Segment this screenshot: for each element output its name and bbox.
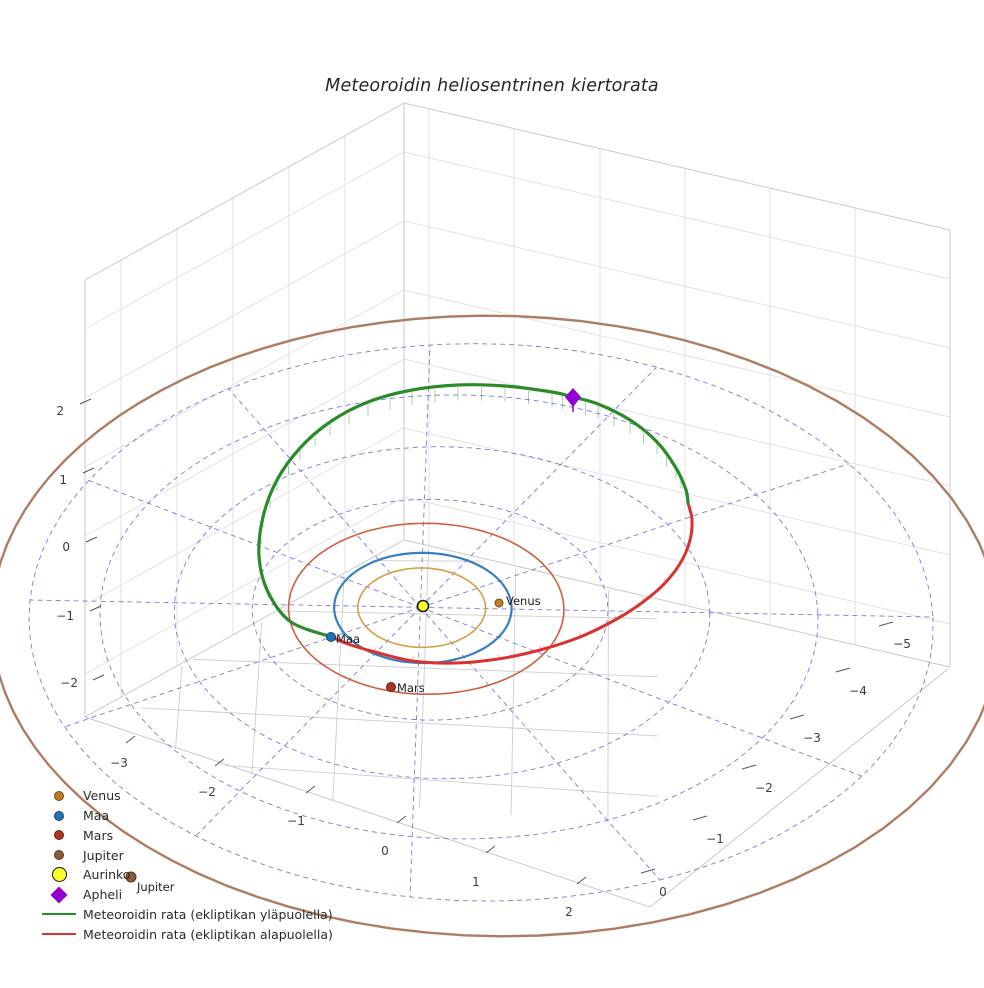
y-axis-tick-label: 0 (659, 885, 667, 899)
planet-label-maa: Maa (336, 632, 361, 646)
legend-line-icon (42, 913, 76, 915)
plot-title: Meteoroidin heliosentrinen kiertorata (325, 76, 659, 96)
planet-label-mars: Mars (397, 681, 425, 695)
floor-gridline-y (154, 560, 657, 562)
z-axis-tick-mark (90, 606, 101, 611)
x-axis-tick-mark (397, 816, 406, 823)
legend-label: Aurinko (83, 867, 131, 883)
legend-dot-icon (54, 830, 64, 840)
polar-grid-radial (30, 600, 421, 607)
legend-item (40, 865, 333, 885)
legend-dot-swatch (40, 830, 78, 840)
floor-grid (137, 480, 658, 823)
legend-dot-icon (54, 791, 64, 801)
floor-gridline-y (141, 708, 657, 736)
legend-line-icon (42, 933, 76, 935)
axes-pane-grid (85, 109, 950, 697)
legend-item (40, 885, 333, 905)
wall-gridline-z (85, 359, 950, 536)
z-axis-tick-label: 0 (62, 540, 70, 554)
x-axis-tick-label: 0 (381, 844, 389, 858)
floor-gridline-x (172, 488, 196, 788)
polar-grid-radial (421, 607, 863, 776)
x-axis-tick-label: 1 (472, 875, 480, 889)
planet-marker-maa (327, 633, 336, 642)
wall-gridline-z (85, 428, 950, 605)
legend-dot-swatch (40, 850, 78, 860)
legend-line-swatch (40, 933, 78, 935)
planet-label-jupiter: Jupiter (137, 880, 175, 894)
legend-dot-icon (54, 850, 64, 860)
y-axis-tick-mark (790, 715, 804, 719)
legend-dot-icon (54, 811, 64, 821)
z-axis-tick-label: 1 (59, 473, 67, 487)
legend-item (40, 905, 333, 925)
z-axis-tick-mark (86, 537, 97, 542)
y-axis-tick-mark (879, 622, 893, 626)
y-axis-tick-mark (693, 816, 707, 820)
y-axis-tick-label: −5 (893, 637, 911, 651)
y-axis-tick-mark (742, 765, 756, 769)
x-axis-tick-mark (126, 736, 135, 743)
legend-label: Maa (83, 808, 110, 824)
wall-gridline-z (85, 221, 950, 398)
legend-item (40, 826, 333, 846)
z-axis-tick-label: 2 (56, 404, 64, 418)
legend-item (40, 786, 333, 806)
x-axis-tick-label: 2 (565, 905, 573, 919)
pane-top-edge (85, 103, 950, 280)
planet-marker-mars (387, 683, 396, 692)
legend-diamond-swatch (40, 889, 78, 901)
legend-label: Venus (83, 788, 121, 804)
legend-label: Jupiter (83, 847, 124, 863)
legend-item (40, 924, 333, 944)
x-axis-tick-mark (215, 759, 224, 766)
y-axis-tick-label: −3 (803, 731, 821, 745)
floor-gridline-x (608, 480, 609, 823)
y-axis-tick-label: −2 (755, 781, 773, 795)
legend-label: Meteoroidin rata (ekliptikan alapuolella) (83, 926, 333, 942)
x-axis-tick-label: −1 (287, 814, 305, 828)
x-axis-tick-mark (577, 877, 586, 884)
sun-marker (418, 601, 429, 612)
legend-item (40, 845, 333, 865)
z-axis-tick-label: −2 (60, 676, 78, 690)
pane-bottom-edge (85, 540, 950, 717)
meteoroid-orbit-above-ecliptic (259, 385, 688, 637)
legend-label: Mars (83, 827, 114, 843)
aphelion-marker (565, 388, 581, 407)
polar-grid-radial (410, 607, 421, 897)
polar-grid-radial (65, 607, 421, 726)
legend-diamond-icon (51, 886, 68, 903)
z-axis-tick-label: −1 (56, 609, 74, 623)
legend-label: Meteoroidin rata (ekliptikan yläpuolella) (83, 906, 333, 922)
y-axis-tick-mark (836, 668, 850, 672)
polar-grid-radial (89, 480, 421, 607)
legend-line-swatch (40, 913, 78, 915)
legend-item (40, 806, 333, 826)
planet-marker-venus (495, 599, 503, 607)
x-axis-tick-label: −3 (110, 756, 128, 770)
legend (40, 786, 333, 944)
x-axis-tick-mark (486, 846, 495, 853)
wall-gridline-z (85, 152, 950, 329)
planet-label-venus: Venus (506, 594, 541, 608)
y-axis-tick-label: −1 (706, 832, 724, 846)
legend-dot-icon (52, 867, 67, 882)
y-axis-tick-label: −4 (849, 684, 867, 698)
x-axis-tick-label: −2 (198, 785, 216, 799)
z-axis-tick-mark (93, 675, 104, 680)
polar-grid-radial (229, 389, 421, 608)
wall-gridline-z (85, 497, 950, 674)
legend-dot-swatch (40, 791, 78, 801)
legend-dot-large-swatch (40, 867, 78, 882)
legend-dot-swatch (40, 811, 78, 821)
legend-label: Apheli (83, 887, 123, 903)
polar-grid-circle (100, 395, 818, 839)
